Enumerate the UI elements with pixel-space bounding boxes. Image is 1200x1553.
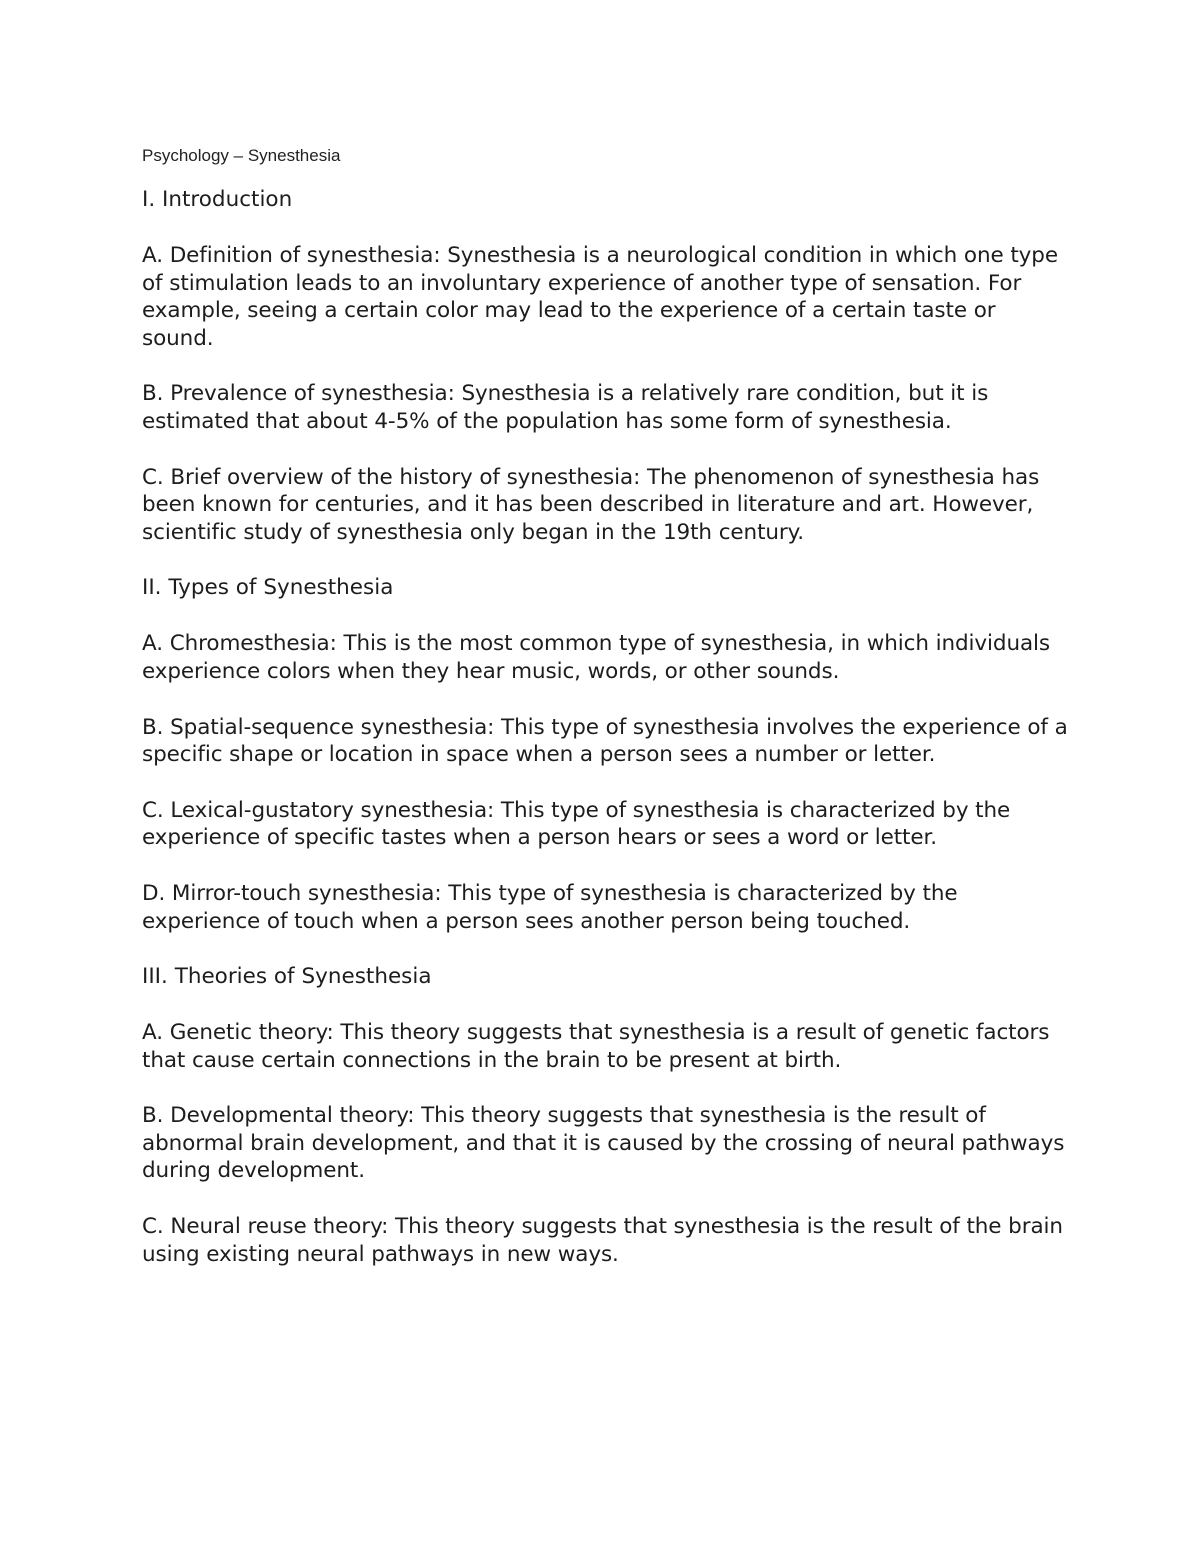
paragraph: A. Genetic theory: This theory suggests that synesthesia is a result of genetic factors that cause certain connections in the brain to be present at birth. (142, 1020, 1050, 1073)
paragraph: A. Definition of synesthesia: Synesthesia is a neurological condition in which one type of stimulation leads to an involuntary experience of another type of sensation. For example, seeing a certain color may lead to the experience of a certain taste or sound. (142, 243, 1058, 351)
paragraph: C. Neural reuse theory: This theory suggests that synesthesia is the result of the brain using existing neural pathways in new ways. (142, 1214, 1063, 1267)
section-introduction (142, 186, 1072, 546)
paragraph: B. Prevalence of synesthesia: Synesthesia is a relatively rare condition, but it is estimated that about 4-5% of the population has some form of synesthesia. (142, 381, 989, 434)
document-title: Psychology – Synesthesia (142, 146, 341, 165)
paragraph: A. Chromesthesia: This is the most common type of synesthesia, in which individuals experience colors when they hear music, words, or other sounds. (142, 631, 1051, 684)
section-heading: I. Introduction (142, 187, 293, 212)
paragraph: B. Developmental theory: This theory suggests that synesthesia is the result of abnormal brain development, and that it is caused by the crossing of neural pathways during development. (142, 1103, 1065, 1184)
paragraph: D. Mirror-touch synesthesia: This type of synesthesia is characterized by the experience of touch when a person sees another person being touched. (142, 880, 958, 934)
paragraph: C. Brief overview of the history of synesthesia: The phenomenon of synesthesia has been known for centuries, and it has been described in literature and art. However, scientific study of synesthesia only began in the 19th century. (142, 464, 1040, 545)
section-heading: III. Theories of Synesthesia (142, 964, 432, 990)
document-body (142, 144, 1072, 1296)
section-types (142, 574, 1072, 935)
paragraph: B. Spatial-sequence synesthesia: This type of synesthesia involves the experience of a specific shape or location in space when a person sees a number or letter. (142, 714, 1068, 768)
section-heading: II. Types of Synesthesia (142, 575, 394, 601)
paragraph: C. Lexical-gustatory synesthesia: This type of synesthesia is characterized by the experience of specific tastes when a person hears or sees a word or letter. (142, 797, 1011, 851)
section-theories (142, 963, 1072, 1268)
